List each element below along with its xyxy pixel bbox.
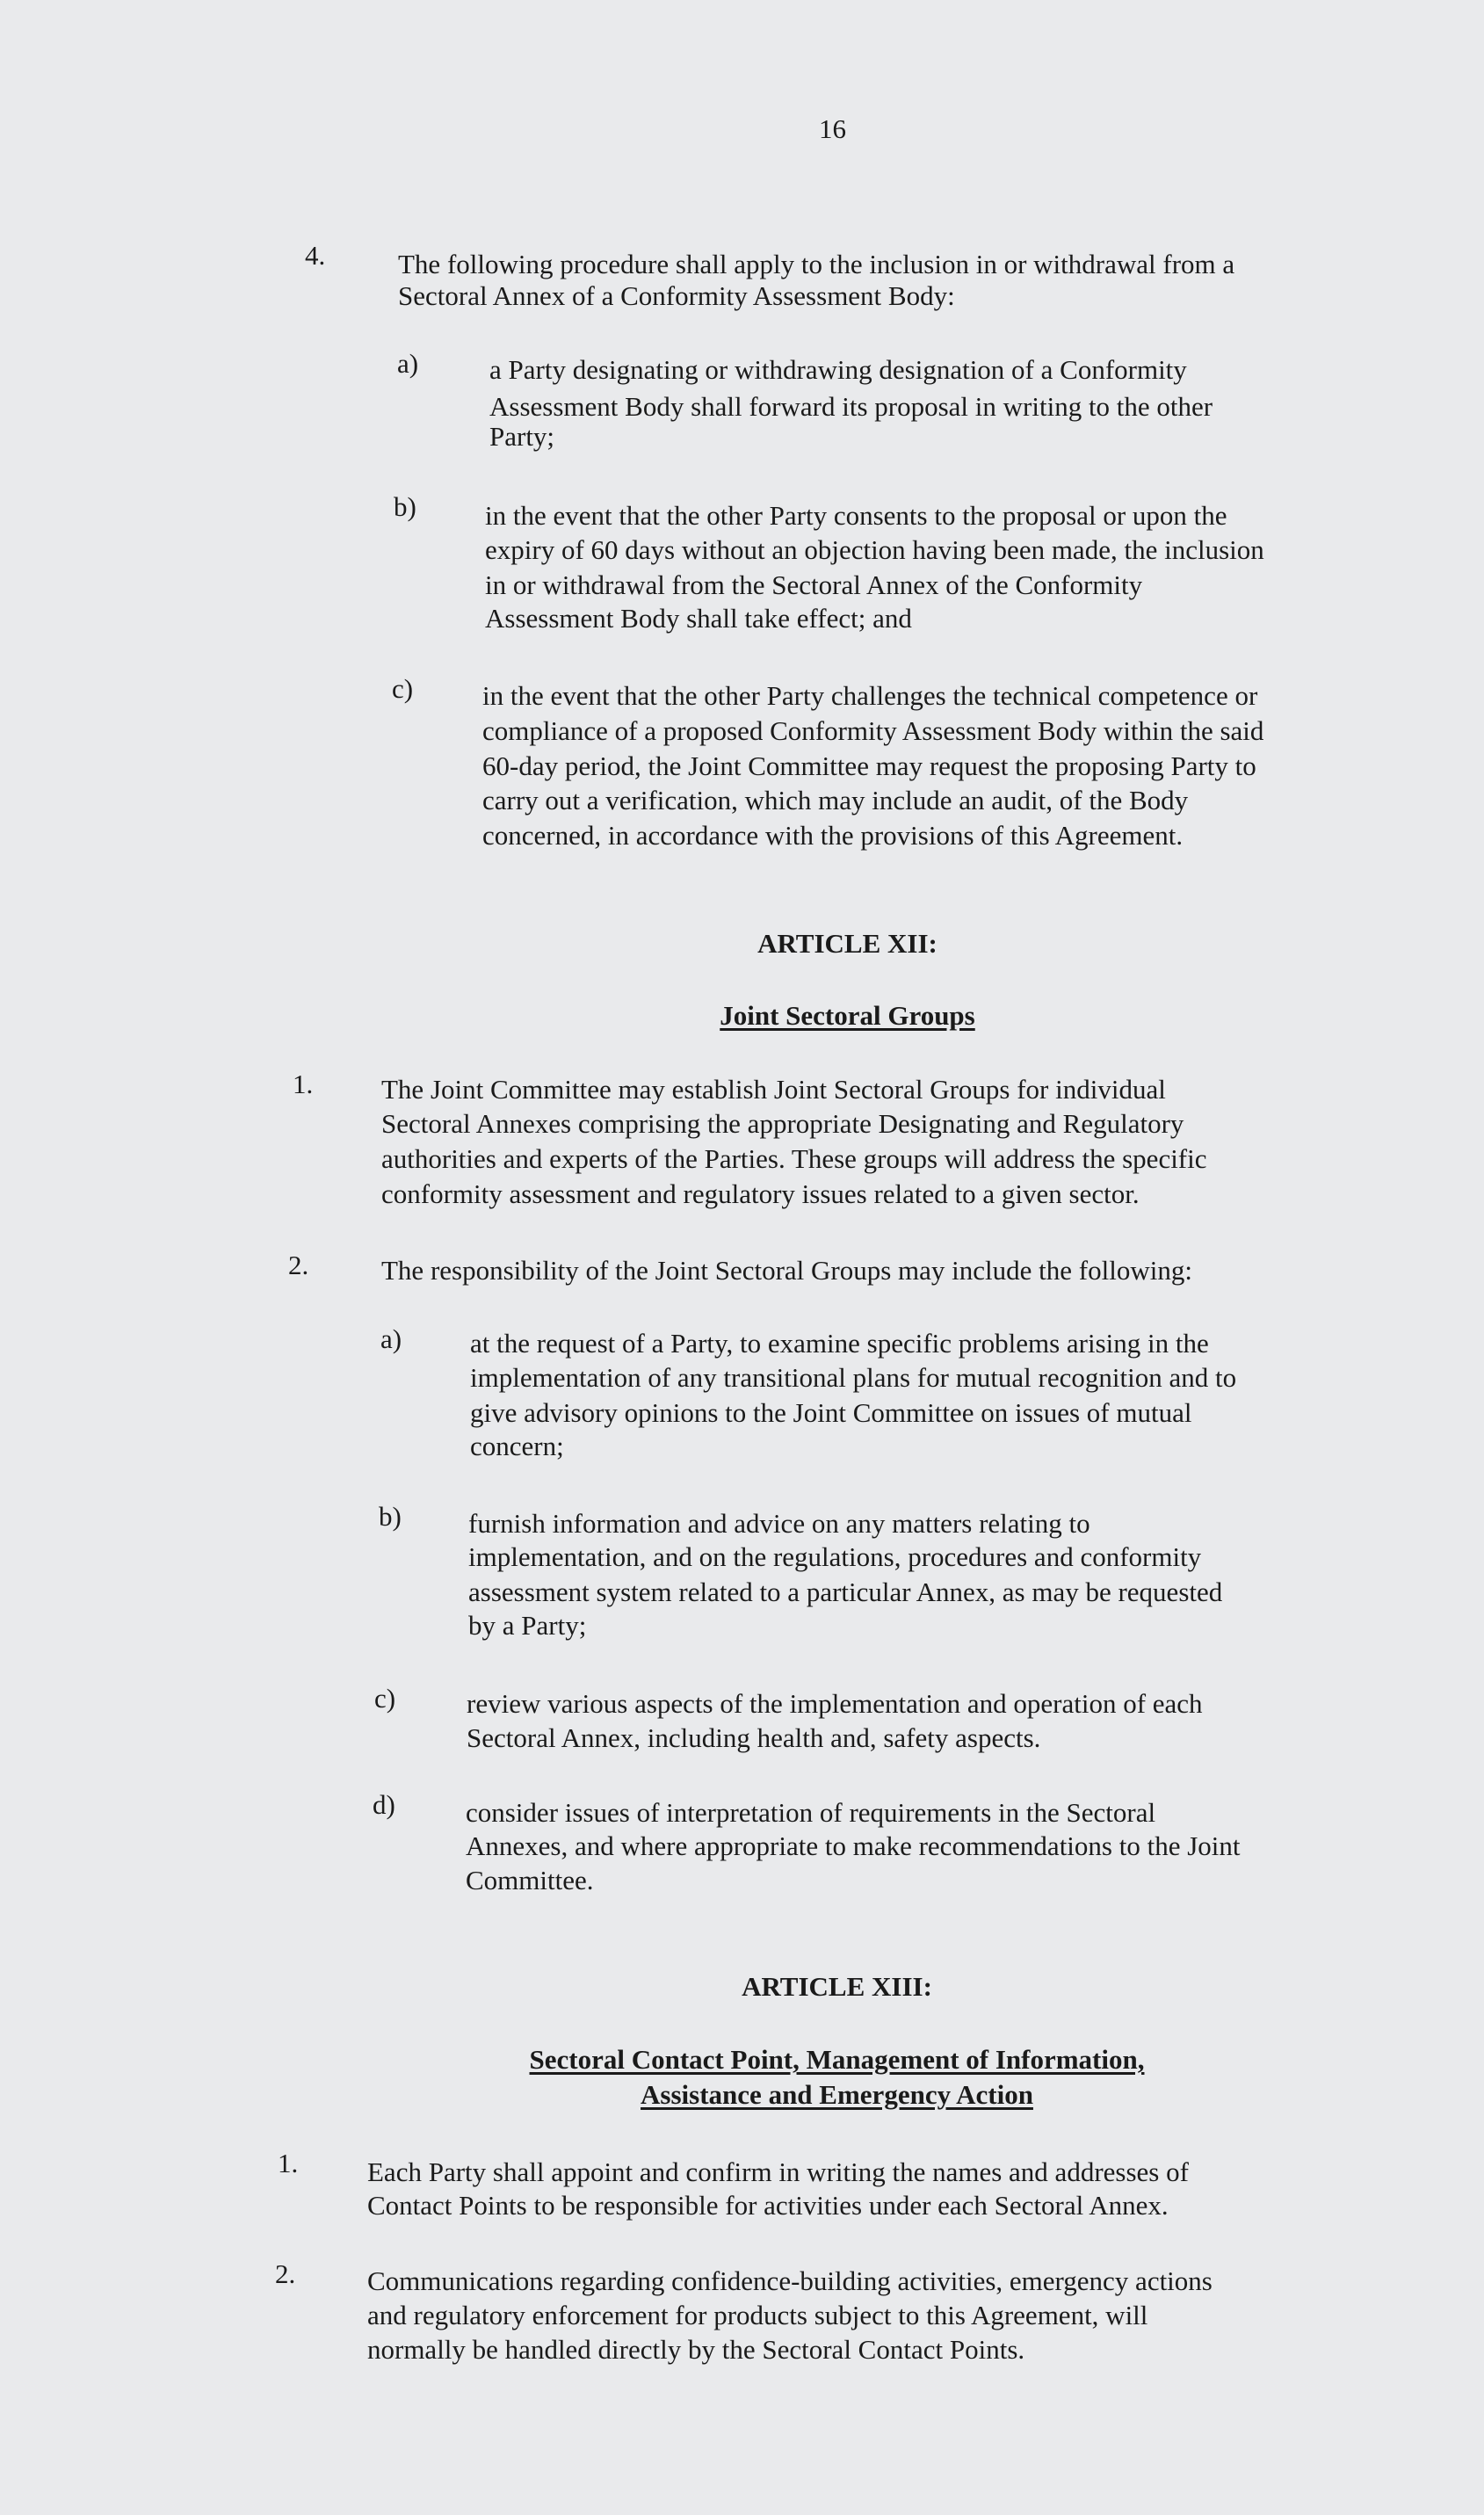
paragraph-line: and regulatory enforcement for products subject to this Agreement, will (367, 2300, 1148, 2330)
list-item-line: Assessment Body shall forward its proposal in writing to the other (489, 391, 1213, 422)
list-item-line: concern; (470, 1431, 564, 1461)
list-item-line: Party; (489, 421, 555, 452)
list-marker: b) (394, 491, 416, 522)
paragraph-number: 2. (288, 1250, 309, 1280)
article-heading: ARTICLE XII: (757, 928, 937, 959)
list-marker: a) (380, 1323, 402, 1354)
article-title (95, 2077, 1484, 2113)
list-item-line: concerned, in accordance with the provisions of this Agreement. (482, 820, 1184, 851)
paragraph-line: Each Party shall appoint and confirm in writing the names and addresses of (367, 2156, 1189, 2187)
list-item-line: Annexes, and where appropriate to make recommendations to the Joint (466, 1830, 1241, 1861)
paragraph-number: 1. (278, 2148, 299, 2178)
paragraph-line: authorities and experts of the Parties. These groups will address the specific (381, 1143, 1207, 1174)
list-item-line: Sectoral Annex, including health and, safety aspects. (467, 1722, 1041, 1753)
list-marker: c) (392, 673, 414, 704)
list-item-line: at the request of a Party, to examine specific problems arising in the (470, 1328, 1209, 1359)
list-marker: a) (397, 348, 419, 379)
list-item-line: assessment system related to a particular Annex, as may be requested (468, 1576, 1223, 1607)
paragraph-number: 4. (305, 240, 326, 271)
list-item-line: carry out a verification, which may include an audit, of the Body (482, 785, 1189, 815)
paragraph-line: Contact Points to be responsible for activities under each Sectoral Annex. (367, 2190, 1169, 2221)
article-heading: ARTICLE XIII: (742, 1971, 932, 2002)
list-item-line: compliance of a proposed Conformity Assessment Body within the said (482, 715, 1264, 746)
list-item-line: implementation, and on the regulations, procedures and conformity (468, 1541, 1202, 1572)
list-item-line: Assessment Body shall take effect; and (485, 603, 912, 634)
article-title-text: Sectoral Contact Point, Management of Information, (529, 2044, 1145, 2075)
list-item-line: in or withdrawal from the Sectoral Annex of the Conformity (485, 569, 1143, 600)
article-title-text: Joint Sectoral Groups (720, 1000, 975, 1031)
list-marker: d) (373, 1789, 395, 1820)
article-title (105, 997, 1484, 1033)
paragraph-line: Sectoral Annex of a Conformity Assessment Body: (398, 280, 955, 311)
list-item-line: by a Party; (468, 1610, 587, 1641)
paragraph-number: 2. (275, 2258, 296, 2289)
list-item-line: review various aspects of the implementation and operation of each (467, 1688, 1203, 1719)
paragraph-line: The responsibility of the Joint Sectoral Groups may include the following: (381, 1255, 1192, 1286)
paragraph-line: conformity assessment and regulatory issues related to a given sector. (381, 1178, 1140, 1209)
list-marker: c) (374, 1683, 396, 1714)
paragraph-line: Sectoral Annexes comprising the appropriate Designating and Regulatory (381, 1108, 1184, 1139)
list-item-line: in the event that the other Party challenges the technical competence or (482, 680, 1258, 711)
page-number: 16 (819, 113, 846, 144)
list-item-line: 60-day period, the Joint Committee may request the proposing Party to (482, 750, 1256, 781)
list-marker: b) (379, 1501, 402, 1532)
list-item-line: a Party designating or withdrawing designation of a Conformity (489, 354, 1187, 385)
list-item-line: Committee. (466, 1865, 594, 1895)
paragraph-number: 1. (293, 1069, 314, 1099)
paragraph-line: Communications regarding confidence-building activities, emergency actions (367, 2265, 1213, 2296)
article-title (95, 2041, 1484, 2077)
paragraph-line: The Joint Committee may establish Joint Sectoral Groups for individual (381, 1074, 1166, 1105)
list-item-line: consider issues of interpretation of requirements in the Sectoral (466, 1797, 1156, 1828)
paragraph-line: The following procedure shall apply to the inclusion in or withdrawal from a (398, 249, 1235, 279)
list-item-line: give advisory opinions to the Joint Committee on issues of mutual (470, 1397, 1192, 1428)
article-title-text: Assistance and Emergency Action (641, 2079, 1033, 2110)
list-item-line: furnish information and advice on any matters relating to (468, 1508, 1090, 1539)
list-item-line: expiry of 60 days without an objection having been made, the inclusion (485, 534, 1264, 565)
paragraph-line: normally be handled directly by the Sectoral Contact Points. (367, 2334, 1025, 2365)
list-item-line: implementation of any transitional plans for mutual recognition and to (470, 1362, 1237, 1393)
list-item-line: in the event that the other Party consents to the proposal or upon the (485, 500, 1227, 531)
